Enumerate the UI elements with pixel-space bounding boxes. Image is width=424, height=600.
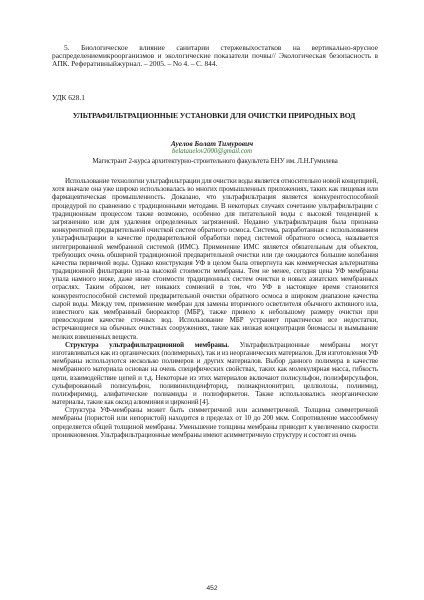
author-affiliation: Магистрант 2-курса архитектурно-строительного факультета ЕНУ им. Л.Н.Гумилева bbox=[92, 157, 338, 165]
udk-code: УДК 628.1 bbox=[52, 93, 85, 102]
section-heading: Структура ультрафильтрационной мембраны. bbox=[65, 340, 229, 349]
paragraph-membrane-structure bbox=[52, 341, 378, 407]
paragraph-text: Ультрафильтрационные мембраны могут изготавливаться как из органических (полимерных), так и из неорганических материалов. Для изготовления УФ мембраны используются несколько полимеров и других материалов. Выбор данного полимера в качестве мембранного материала основан на очень специфических свойствах, таких как молекулярная масса, гибкость цепи, взаимодействие цепей и т.д. Некоторые из этих материалов включают полисульфон, полиэфирсульфон, сульфированный полисульфон, поливинилиденфторид, полиакрилонитрил, целлюлозы, полиимид, полиэфиримид, алифатические полиамиды и полиэфиркетон. Также использовались неорганические материалы, такие как оксид алюминия и цирконий [4]. bbox=[52, 340, 378, 407]
article-body bbox=[52, 177, 378, 587]
reference-entry: 5. Биологическое влияние санитарии стержевыхостатков на вертикально-ярусное распределениемикроорганизмов и экологические показатели почвы// Экологическая безопасность в АПК. Реферативныйжурнал. – 2005. – No 4. – С. 844. bbox=[52, 43, 378, 69]
paragraph-intro: Использование технологии ультрафильтрации для очистки воды является относительно новой концепцией, хотя вначале она уже широко использовалась во многих промышленных приложениях, таких как пищевая или фармацевтическая промышленность. Доказано, что ультрафильтрация является конкурентоспособной процедурой по сравнению с традиционными методами. В некоторых случаях сочетание ультрафильтрации с традиционным процессом также возможно, особенно для питательной воды с высокой тенденцией к загрязнению или для удаления определенных загрязнений. Недавно ультрафильтрация была признана конкурентной предварительной очисткой систем обратного осмоса. Система, разработанная с использованием ультрафильтрации в качестве предварительной обработки перед системой обратного осмоса, называется интегрированной мембранной системой (ИМС). Применение ИМС является обязательным для объектов, требующих очень обширной традиционной предварительной очистки или где ожидаются большие колебания качества первичной воды. Однако конструкция УФ в целом была отвергнута как коммерческая альтернатива традиционной фильтрации из-за высокой стоимости мембраны. Тем не менее, сегодня цена УФ мембраны упала намного ниже, даже ниже стоимости традиционных систем очистки в новых азиатских мембранных отраслях. Таким образом, нет никаких сомнений в том, что УФ в настоящее время становится конкурентоспособной системой предварительной очистки обратного осмоса в широком диапазоне качества сырой воды. Между тем, применение мембран для замены вторичного осветлителя обычного активного ила, известного как мембранный биореактор (МБР), также привело к небольшому размеру очистки при превосходном качестве сточных вод. Использование МБР устраняет практически все недостатки, встречающиеся на обычных очистных сооружениях, такие как низкая концентрация биомассы и вымывание мелких взвешенных веществ. bbox=[52, 177, 378, 341]
page-number: 452 bbox=[206, 585, 218, 592]
article-title: УЛЬТРАФИЛЬТРАЦИОННЫЕ УСТАНОВКИ ДЛЯ ОЧИСТКИ ПРИРОДНЫХ ВОД bbox=[72, 111, 356, 120]
author-name: Ауелов Болат Тимурович bbox=[170, 139, 254, 148]
author-email-link[interactable]: belatauelov2000@gmail.com bbox=[171, 148, 253, 155]
paragraph-uf-structure: Структура УФ-мембраны может быть симметричной или асимметричной. Толщина симметричной мембраны (пористой или непористой) находится в пределах от 10 до 200 мкм. Сопротивление массообмену определяется общей толщиной мембраны. Уменьшение толщины мембраны приводит к увеличению скорости проникновения. Ультрафильтрационные мембраны имеют асимметричную структуру и состоят из очень bbox=[52, 406, 378, 439]
